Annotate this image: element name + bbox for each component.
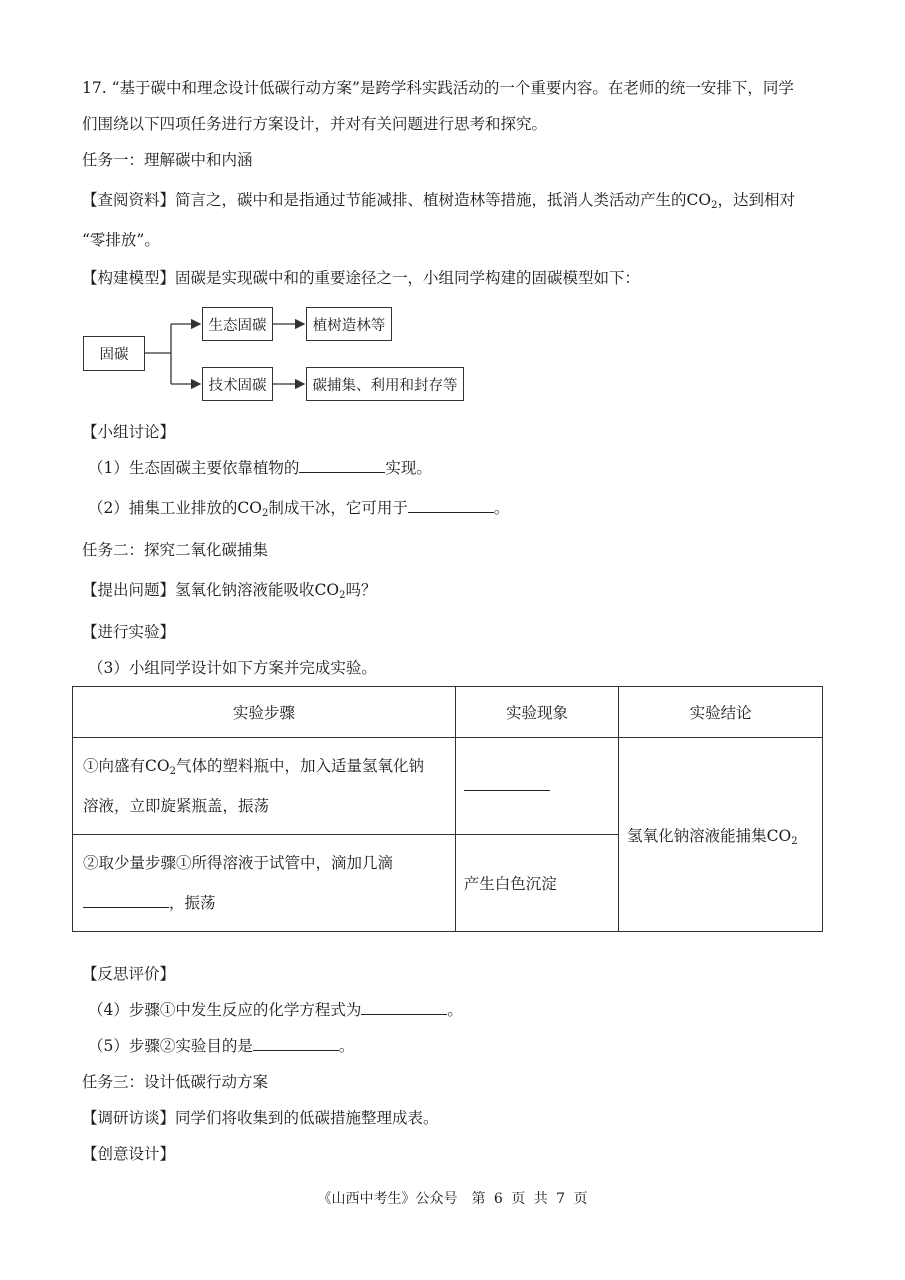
header-phenomenon: 实验现象 [455, 687, 618, 738]
research-text-end: ，达到相对 [717, 191, 795, 209]
question-3: （3）小组同学设计如下方案并完成实验。 [88, 659, 377, 677]
header-steps: 实验步骤 [73, 687, 456, 738]
diagram-root-box: 固碳 [83, 336, 145, 371]
q5-text-end: 。 [338, 1037, 355, 1055]
question-17-line2: 们围绕以下四项任务进行方案设计，并对有关问题进行思考和探究。 [82, 115, 548, 133]
co2-subscript: 2 [169, 766, 176, 777]
task2-title: 任务二：探究二氧化碳捕集 [82, 541, 269, 559]
co2-subscript: 2 [261, 508, 269, 519]
q1-text-end: 实现。 [385, 459, 432, 477]
q4-answer-blank[interactable] [361, 998, 447, 1015]
task3-creative: 【创意设计】 [82, 1145, 176, 1163]
q2-text: （2）捕集工业排放的 [88, 499, 238, 517]
co2-formula: CO [766, 826, 792, 845]
task1-research-line2: “零排放”。 [82, 231, 160, 249]
step-1-cell [73, 738, 456, 835]
q4-text: （4）步骤①中发生反应的化学方程式为 [88, 1001, 362, 1019]
research-text: 【查阅资料】简言之，碳中和是指通过节能减排、植树造林等措施，抵消人类活动产生的 [82, 191, 687, 209]
q5-answer-blank[interactable] [253, 1034, 339, 1051]
question-17-line1: 17. “基于碳中和理念设计低碳行动方案”是跨学科实践活动的一个重要内容。在老师的统一安排下，同学 [82, 79, 794, 97]
task3-title: 任务三：设计低碳行动方案 [82, 1073, 269, 1091]
task1-model: 【构建模型】固碳是实现碳中和的重要途径之一，小组同学构建的固碳模型如下： [82, 269, 641, 287]
q2-answer-blank[interactable] [408, 496, 494, 513]
question-1 [88, 456, 845, 480]
task1-title: 任务一：理解碳中和内涵 [82, 151, 253, 169]
phenomenon-1-blank[interactable] [464, 780, 550, 791]
step-2-cell [73, 835, 456, 932]
page-footer: 《山西中考生》公众号 第 6 页 共 7 页 [317, 1191, 588, 1207]
q4-text-end: 。 [447, 1001, 463, 1019]
q2-text-end: 。 [493, 499, 510, 517]
step-2-reagent-blank[interactable] [83, 891, 169, 908]
conclusion-text: 氢氧化钠溶液能捕集 [627, 826, 767, 845]
step-2-text: ②取少量步骤①所得溶液于试管中，滴加几滴 [83, 854, 394, 872]
table-row [73, 738, 823, 835]
q1-text: （1）生态固碳主要依靠植物的 [88, 459, 300, 477]
co2-formula: CO [237, 499, 262, 517]
diagram-bio-box: 生态固碳 [202, 307, 273, 341]
question-2 [88, 496, 845, 520]
experiment-table [72, 686, 823, 932]
question-5 [88, 1034, 845, 1058]
diagram-tech-example-box: 碳捕集、利用和封存等 [306, 367, 464, 401]
co2-formula: CO [686, 191, 712, 209]
co2-formula: CO [314, 581, 340, 599]
experiment-title: 【进行实验】 [82, 623, 176, 641]
header-conclusion: 实验结论 [619, 687, 823, 738]
diagram-bio-example-box: 植树造林等 [306, 307, 392, 341]
question-text-end: 吗？ [345, 581, 377, 599]
discussion-title: 【小组讨论】 [82, 423, 176, 441]
step-1-text-cont: 气体的塑料瓶中，加入适量氢氧化钠 [175, 757, 424, 775]
reflection-title: 【反思评价】 [82, 965, 176, 983]
task2-question [82, 578, 845, 602]
question-text: 【提出问题】氢氧化钠溶液能吸收 [82, 581, 315, 599]
task3-survey: 【调研访谈】同学们将收集到的低碳措施整理成表。 [82, 1109, 439, 1127]
co2-formula: CO [145, 757, 170, 775]
q5-text: （5）步骤②实验目的是 [88, 1037, 253, 1055]
table-header-row [73, 687, 823, 738]
conclusion-cell [619, 738, 823, 932]
step-1-text-line2: 溶液，立即旋紧瓶盖，振荡 [83, 797, 270, 815]
step-2-text-end: ，振荡 [169, 894, 216, 912]
step-1-text: ①向盛有 [83, 757, 146, 775]
co2-subscript: 2 [711, 200, 718, 211]
diagram-tech-box: 技术固碳 [202, 367, 273, 401]
q2-text-mid: 制成干冰，它可用于 [268, 499, 408, 517]
q1-answer-blank[interactable] [299, 456, 385, 473]
co2-subscript: 2 [339, 590, 346, 601]
question-4 [88, 998, 845, 1022]
co2-subscript: 2 [791, 835, 798, 847]
phenomenon-1-cell [455, 738, 618, 835]
phenomenon-2-cell: 产生白色沉淀 [455, 835, 618, 932]
